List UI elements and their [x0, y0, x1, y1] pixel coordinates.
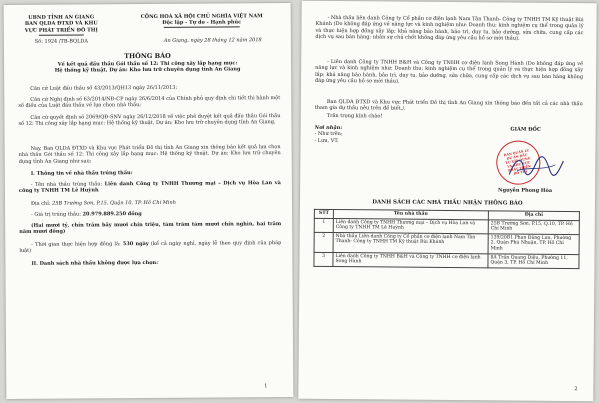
page-number-2: 2: [574, 386, 578, 393]
basis-3: Căn cứ quyết định số 2069/QĐ-SNV ngày 26/12/2018 về việc phê duyệt kết quả đấu thầu Gói thầu số 12: Thi công xây lắp hạng mục: Hệ thống kỹ thuật, Dự án: Kho lưu trữ chuyên dụng tỉnh An Giang,: [18, 113, 281, 128]
agency-line3: VỰC PHÁT TRIỂN ĐÔ THỊ: [24, 26, 98, 34]
seal-text: BAN QUẢN LÝ DỰ ÁN ĐẦU TƯ XÂY DỰNG VÀ KHU VỰC PHÁT TRIỂN ĐÔ THỊ: [503, 148, 532, 176]
cell-name: Liên danh Công ty TNHH Thương mại – Dịch vụ Hòa Lan và Công ty TNHH TM Lê Huỳnh: [333, 218, 488, 234]
country-rule: [164, 26, 240, 28]
cell-stt: 2: [314, 232, 333, 252]
address-line: [19, 199, 281, 207]
bidder2-text: Công ty TNHH B&H và Công ty TNHH cơ điện lạnh Song Hành (Do không đáp ứng về năng lực và kinh nghiệm như: Doanh thu; kinh nghiệm cụ thể trong quản lý và thực hiện hợp đồng xây lắp; khả năng bảo hành, bảo trì, duy tu, bảo dưỡng, sửa chữa, cung cấp các dịch vụ sau bán hàng không đáp ứng yêu cầu hồ sơ mời thầu).: [315, 59, 584, 85]
winner-label: - Tên nhà thầu trúng thầu:: [30, 181, 105, 188]
rejected-bidder-1: [315, 15, 583, 43]
cell-address: 25B Trường Sơn, P.15, Q.10, TP. Hồ Chí Minh: [488, 219, 579, 234]
winner-name: Liên danh Công ty TNHH Thương mại – Dịch vụ Hòa Lan và công ty TNHH TM Lê Huỳnh: [18, 180, 281, 195]
table-row: [314, 232, 579, 254]
cell-stt: 1: [314, 218, 333, 232]
winner-line: [19, 180, 281, 194]
contract-duration: 530 ngày: [122, 240, 149, 248]
price-line: [19, 210, 281, 218]
price-in-words: (Hai mươi tỷ, chín trăm bảy mươi chín triệu, tám trăm tám mươi chín nghìn, hai trăm năm mươi đồng): [19, 221, 282, 236]
section-2-heading: II. Danh sách nhà thầu không được lựa chọn:: [31, 259, 159, 267]
rejected-bidder-2: [315, 59, 583, 87]
recipient-item: - Lưu, VT.: [314, 137, 339, 144]
cell-stt: 3: [314, 252, 333, 266]
subject-line1: Về kết quả đấu thầu Gói thầu số 12: Thi công xây lắp hạng mục:: [57, 60, 238, 68]
cell-name: Liên danh Công ty TNHH B&H và Công ty TNHH cơ điện lạnh Song Hành: [333, 252, 488, 268]
doc-number: Số: 1924 /TB-BQLDA: [34, 38, 89, 45]
price-label: - Giá trị trúng thầu:: [31, 211, 83, 218]
duration-line: [19, 240, 281, 254]
col-header-stt: STT: [314, 209, 333, 218]
page-number-1: 1: [264, 383, 268, 390]
cell-address: 139/20B1 Phan Đăng Lưu, Phường 2, Quận Phú Nhuận, TP. Hồ Chí Minh: [488, 234, 579, 255]
table-row: [314, 252, 579, 268]
col-header-address: Địa chỉ: [488, 211, 579, 220]
document-page-1: [4, 3, 294, 399]
section-1-heading: I. Thông tin về nhà thầu trúng thầu:: [30, 170, 133, 177]
bidder1-text: Công ty Cổ phần cơ điện lạnh Nam Tân Thanh- Công ty TNHH TM Kỹ thuật Bùi Khánh (Do không đáp ứng về năng lực và kinh nghiệm như: Doanh thu; kinh nghiệm cụ thể trong quản lý và thực hiện hợp đồng xây lắp; khả năng bảo hành, bảo trì, duy tu, bảo dưỡng, sửa chữa, cung cấp các dịch vụ sau bán hàng; nhân sự chủ chốt không đáp ứng yêu cầu hồ sơ mời thầu).: [315, 15, 584, 42]
signature-icon: [505, 153, 565, 184]
basis-1: Căn cứ Luật đấu thầu số 43/2013/QH13 ngày 26/11/2013;: [30, 84, 178, 92]
signer-name: Nguyễn Phong Hòa: [498, 187, 553, 194]
basis-2: Căn cứ Nghị định số 63/2014/NĐ-CP ngày 26/6/2014 của Chính phủ quy định chi tiết thi hành một số điều của Luật đấu thầu về lựa chọn nhà thầu;: [18, 95, 281, 110]
agency-line2: BAN QLDA ĐTXD VÀ KHU: [24, 20, 98, 28]
agency-header: [14, 14, 109, 34]
recipients-block: [314, 125, 404, 145]
subject-line2: Hệ thống kỹ thuật, Dự án: Kho lưu trữ chuyên dụng tỉnh An Giang: [54, 66, 241, 74]
winner-address: 25B Trường Sơn, P.15, Quận 10, TP. Hồ Chí Minh: [52, 199, 176, 207]
country-line2: Độc lập - Tự do - Hạnh phúc: [162, 19, 242, 27]
doc-subject: [14, 60, 281, 74]
recipient-list-title: DANH SÁCH CÁC NHÀ THẦU NHẬN THÔNG BÁO: [372, 199, 523, 207]
agency-rule: [39, 34, 84, 35]
duration-label: - Thời gian thực hiện hợp đồng là:: [31, 241, 123, 248]
country-line1: CỘNG HOÀ XÃ HỘI CHỦ NGHĨA VIỆT NAM: [140, 13, 263, 21]
recipients-title: Nơi nhận:: [314, 124, 343, 132]
closing-greeting: Trân trọng kính chào!: [326, 112, 383, 120]
duration-note: (kể cả ngày nghỉ, ngày lễ theo quy định của pháp luật): [19, 240, 282, 255]
cell-name: Nhà thầu Liên danh Công ty Cổ phần cơ điện lạnh Nam Tân Thanh- Công ty TNHH TM Kỹ thuật Bùi Khánh: [333, 232, 488, 253]
closing-paragraph: Ban QLDA ĐTXD và Khu vực Phát triển Đô thị tỉnh An Giang xin thông báo đến tất cả các nhà thầu tham gia dự thầu nêu trên để biết./.: [314, 98, 583, 112]
address-label: Địa chỉ:: [30, 200, 53, 207]
bidder-table: [313, 209, 579, 269]
notice-paragraph: Nay, Ban QLDA ĐTXD và Khu vực Phát triển Đô thị tỉnh An Giang xin thông báo kết quả lựa chọn nhà thầu Gói thầu số 12: Thi công xây lắp hạng mục: Hệ thống kỹ thuật, Dự án: Kho lưu trữ chuyên dụng tỉnh An Giang như sau:: [18, 144, 281, 165]
recipient-item: - Như trên;: [314, 131, 343, 138]
place-date: An Giang, ngày 28 tháng 12 năm 2018: [163, 37, 262, 44]
signer-title: GIÁM ĐỐC: [510, 126, 541, 133]
cell-address: 8A Trần Quang Diệu, Phường 11, Quận 3, TP. Hồ Chí Minh: [488, 253, 579, 268]
winning-price: 20.979.889.250 đồng: [82, 211, 142, 218]
doc-title: THÔNG BÁO: [124, 51, 171, 61]
bidder2-label: - Liên danh: [327, 58, 359, 66]
country-header: [122, 13, 282, 27]
document-page-2: [298, 1, 596, 402]
agency-line1: UBND TỈNH AN GIANG: [28, 14, 95, 21]
col-header-name: Tên nhà thầu: [333, 210, 488, 220]
bidder1-label: - Nhà thầu liên danh: [327, 14, 382, 22]
